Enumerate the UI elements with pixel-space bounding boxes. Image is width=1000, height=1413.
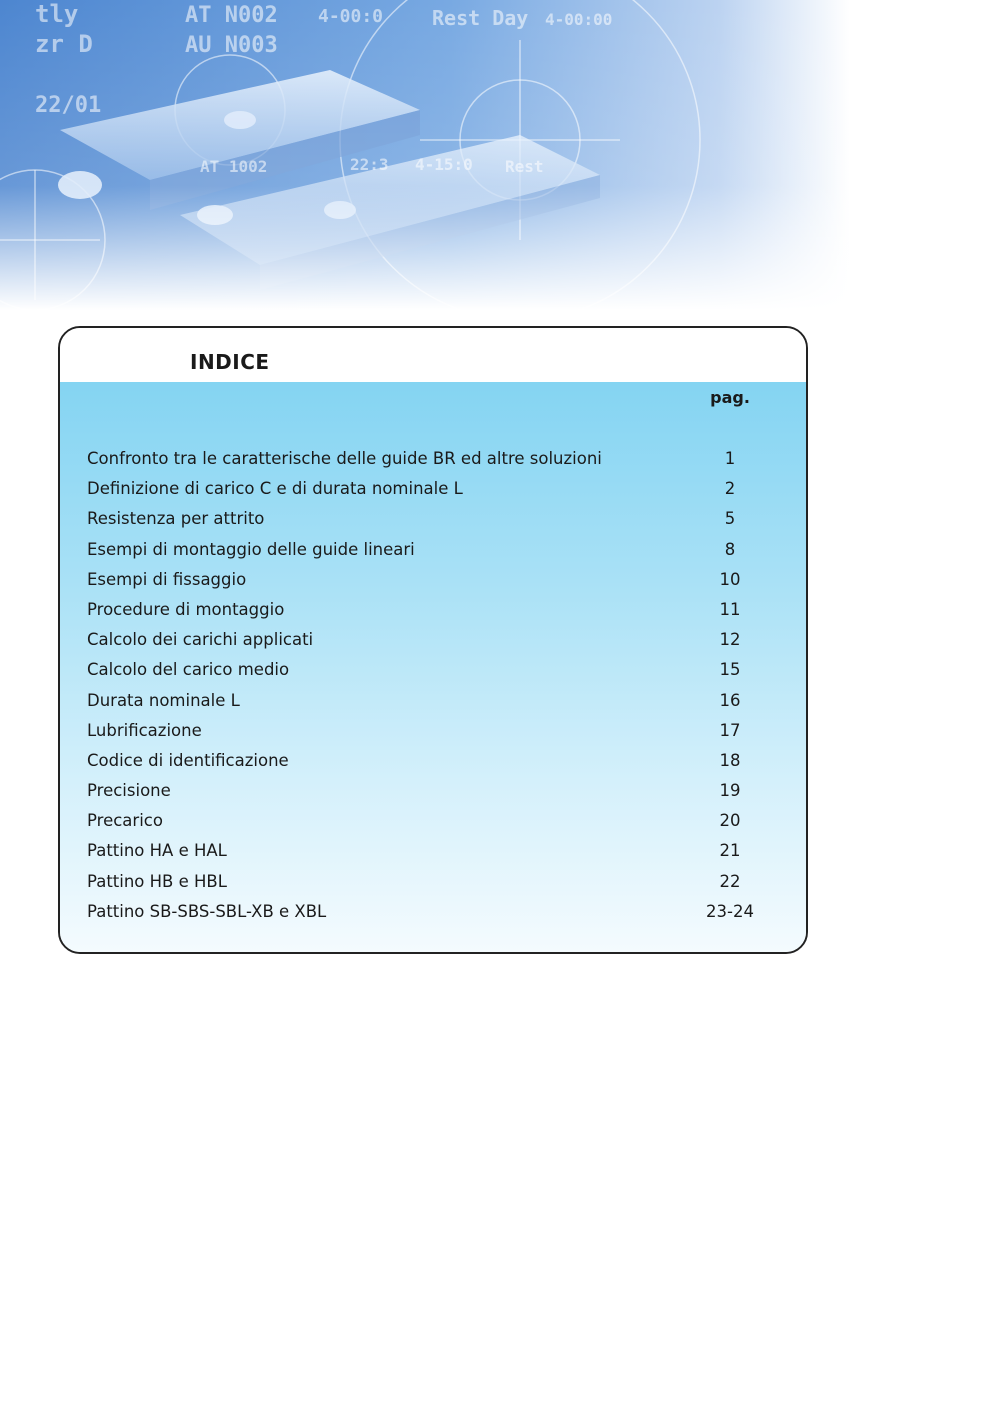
toc-entry-page-number: 12: [719, 630, 741, 650]
toc-entry-page-number: 23-24: [706, 901, 754, 921]
toc-entry-label: Calcolo del carico medio: [87, 660, 290, 680]
toc-entry-page-number: 16: [719, 690, 741, 710]
toc-entry: [60, 746, 806, 776]
toc-entry-page-number: 22: [719, 871, 741, 891]
toc-entry-label: Precisione: [87, 781, 171, 801]
toc-entry-page-number: 11: [719, 599, 741, 619]
toc-entry: [60, 655, 806, 685]
toc-entry-label: Pattino HA e HAL: [87, 841, 227, 861]
toc-entry-label: Pattino HB e HBL: [87, 871, 227, 891]
toc-entry: [60, 836, 806, 866]
toc-entry-label: Codice di identificazione: [87, 750, 289, 770]
toc-entry-label: Resistenza per attrito: [87, 509, 265, 529]
toc-entry-page-number: 15: [719, 660, 741, 680]
toc-entry: [60, 504, 806, 534]
toc-entry: [60, 776, 806, 806]
toc-entry-label: Calcolo dei carichi applicati: [87, 630, 314, 650]
toc-title: INDICE: [190, 350, 270, 374]
toc-entry: [60, 686, 806, 716]
toc-entry-page-number: 2: [724, 479, 736, 499]
toc-entry-label: Lubrificazione: [87, 720, 202, 740]
toc-entry-label: Pattino SB-SBS-SBL-XB e XBL: [87, 901, 327, 921]
toc-entry: [60, 474, 806, 504]
toc-entry-label: Esempi di fissaggio: [87, 569, 247, 589]
toc-entry-page-number: 8: [724, 539, 736, 559]
toc-entry: [60, 897, 806, 927]
toc-entry: [60, 867, 806, 897]
page-column-header: pag.: [710, 388, 750, 407]
header-banner-image: [0, 0, 1000, 310]
toc-entry-label: Durata nominale L: [87, 690, 240, 710]
toc-entry-page-number: 1: [724, 449, 736, 468]
toc-entry-label: Precarico: [87, 811, 163, 831]
table-of-contents: [58, 326, 808, 954]
toc-entry-label: Confronto tra le caratterische delle guide BR ed altre soluzioni: [87, 449, 602, 468]
toc-entry-label: Definizione di carico C e di durata nominale L: [87, 479, 463, 499]
toc-entry-page-number: 10: [719, 569, 741, 589]
toc-entry: [60, 444, 806, 474]
toc-entry: [60, 625, 806, 655]
toc-entry-page-number: 21: [719, 841, 741, 861]
toc-entry: [60, 806, 806, 836]
toc-entry-page-number: 20: [719, 811, 741, 831]
toc-entry: [60, 716, 806, 746]
toc-body: [60, 382, 806, 952]
toc-entry-label: Procedure di montaggio: [87, 599, 285, 619]
toc-title-strip: [60, 328, 806, 382]
toc-entry: [60, 565, 806, 595]
toc-entry-page-number: 19: [719, 781, 741, 801]
toc-entry-page-number: 17: [719, 720, 741, 740]
toc-entry-page-number: 5: [724, 509, 736, 529]
toc-list: [60, 444, 806, 927]
toc-entry-label: Esempi di montaggio delle guide lineari: [87, 539, 415, 559]
toc-entry: [60, 535, 806, 565]
toc-entry-page-number: 18: [719, 750, 741, 770]
toc-entry: [60, 595, 806, 625]
